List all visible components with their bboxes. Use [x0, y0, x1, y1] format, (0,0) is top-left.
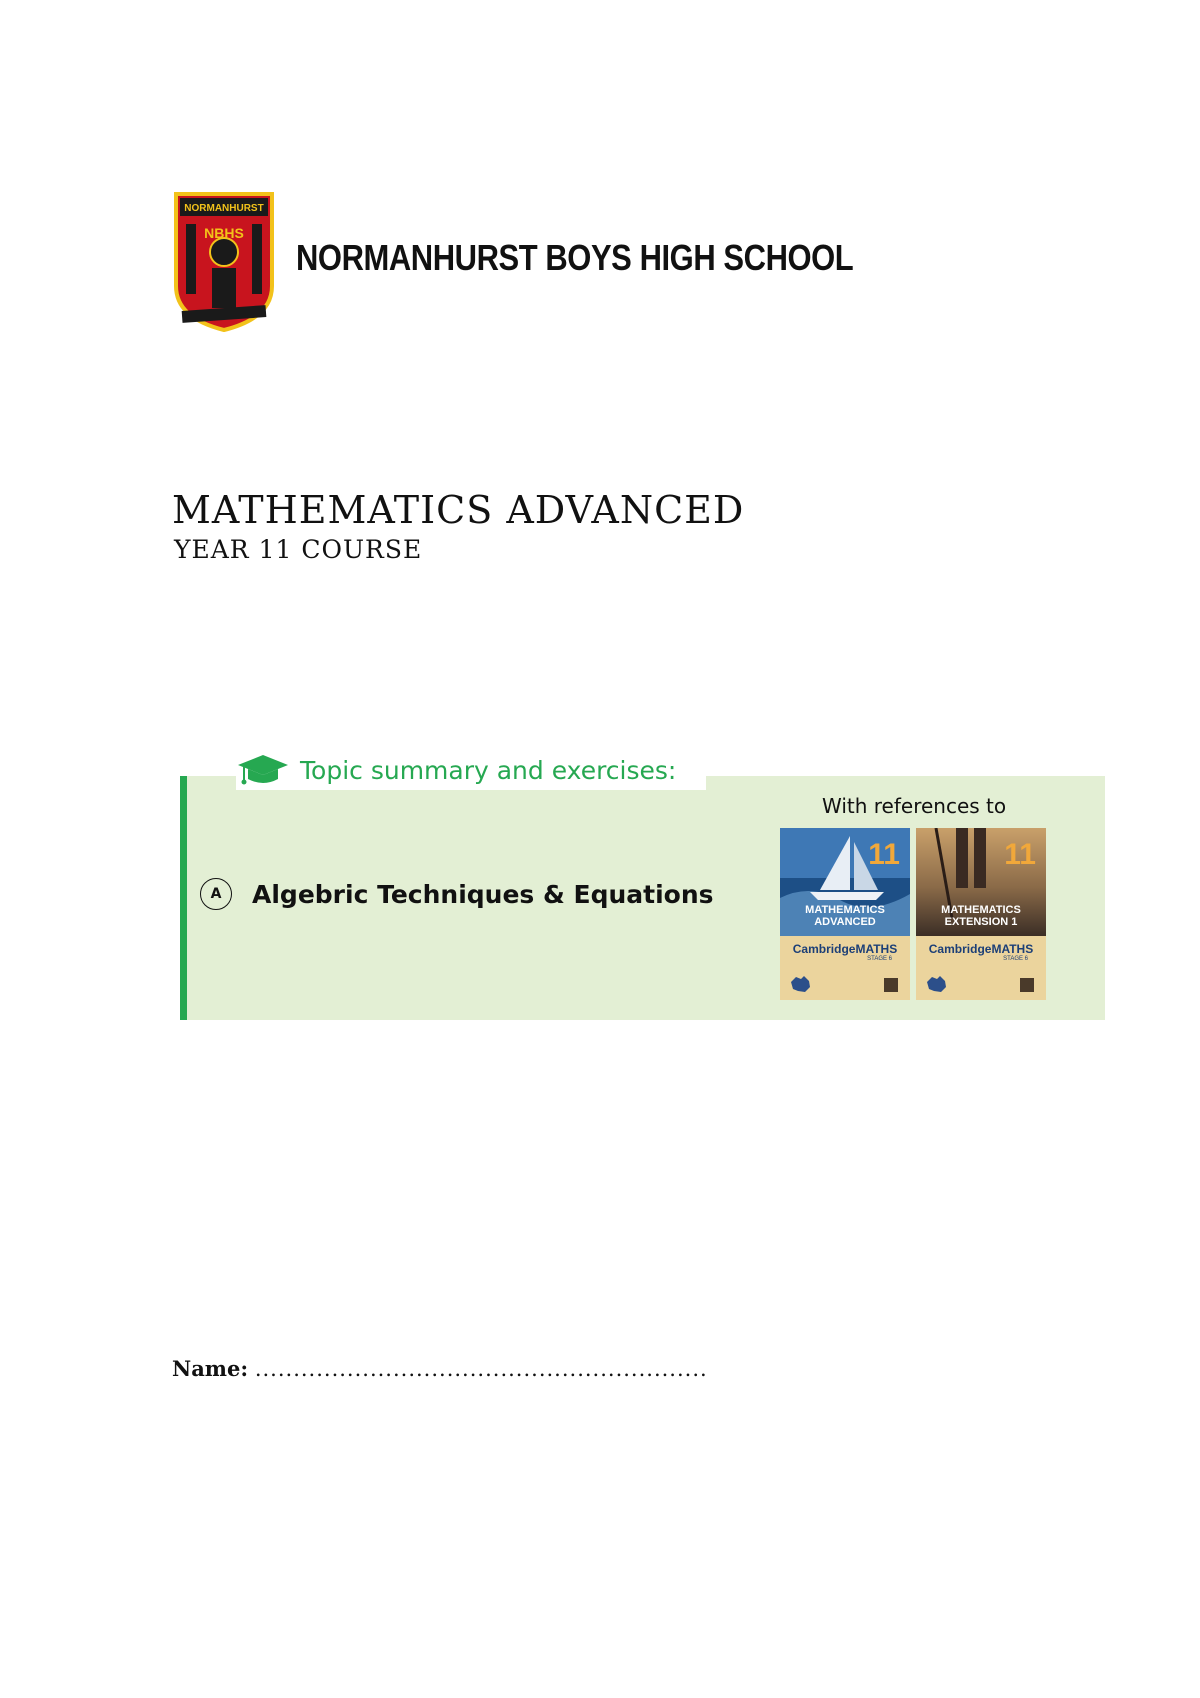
school-crest-icon [172, 190, 276, 334]
course-subtitle: YEAR 11 COURSE [174, 535, 423, 564]
svg-text:NORMANHURST: NORMANHURST [184, 203, 264, 214]
name-field[interactable] [172, 1356, 708, 1381]
graduation-cap-icon [236, 751, 290, 789]
textbook-cover-extension [916, 828, 1046, 1000]
book-year-number: 11 [1004, 838, 1036, 871]
course-title: MATHEMATICS ADVANCED [172, 488, 745, 532]
australia-map-icon [788, 974, 812, 994]
book-edition: STAGE 6 [1003, 956, 1028, 962]
australia-map-icon [924, 974, 948, 994]
book-brand: CambridgeMATHS [792, 942, 898, 956]
topic-header-label: Topic summary and exercises: [300, 755, 677, 785]
school-name: NORMANHURST BOYS HIGH SCHOOL [296, 237, 854, 278]
topic-header [236, 750, 706, 790]
name-writing-line[interactable]: ........................................................... [254, 1357, 708, 1381]
publisher-badge-icon [884, 978, 898, 992]
references-label: With references to [822, 794, 1007, 818]
book-title: MATHEMATICS EXTENSION 1 [941, 904, 1021, 928]
section-title: Algebric Techniques & Equations [252, 879, 714, 909]
book-title: MATHEMATICS ADVANCED [805, 904, 885, 928]
svg-text:NBHS: NBHS [204, 225, 244, 241]
book-edition: STAGE 6 [867, 956, 892, 962]
publisher-badge-icon [1020, 978, 1034, 992]
book-brand: CambridgeMATHS [928, 942, 1034, 956]
section-item [200, 878, 714, 910]
name-label: Name: [172, 1356, 249, 1381]
textbook-cover-advanced [780, 828, 910, 1000]
section-letter-badge: A [200, 878, 232, 910]
book-year-number: 11 [868, 838, 900, 871]
